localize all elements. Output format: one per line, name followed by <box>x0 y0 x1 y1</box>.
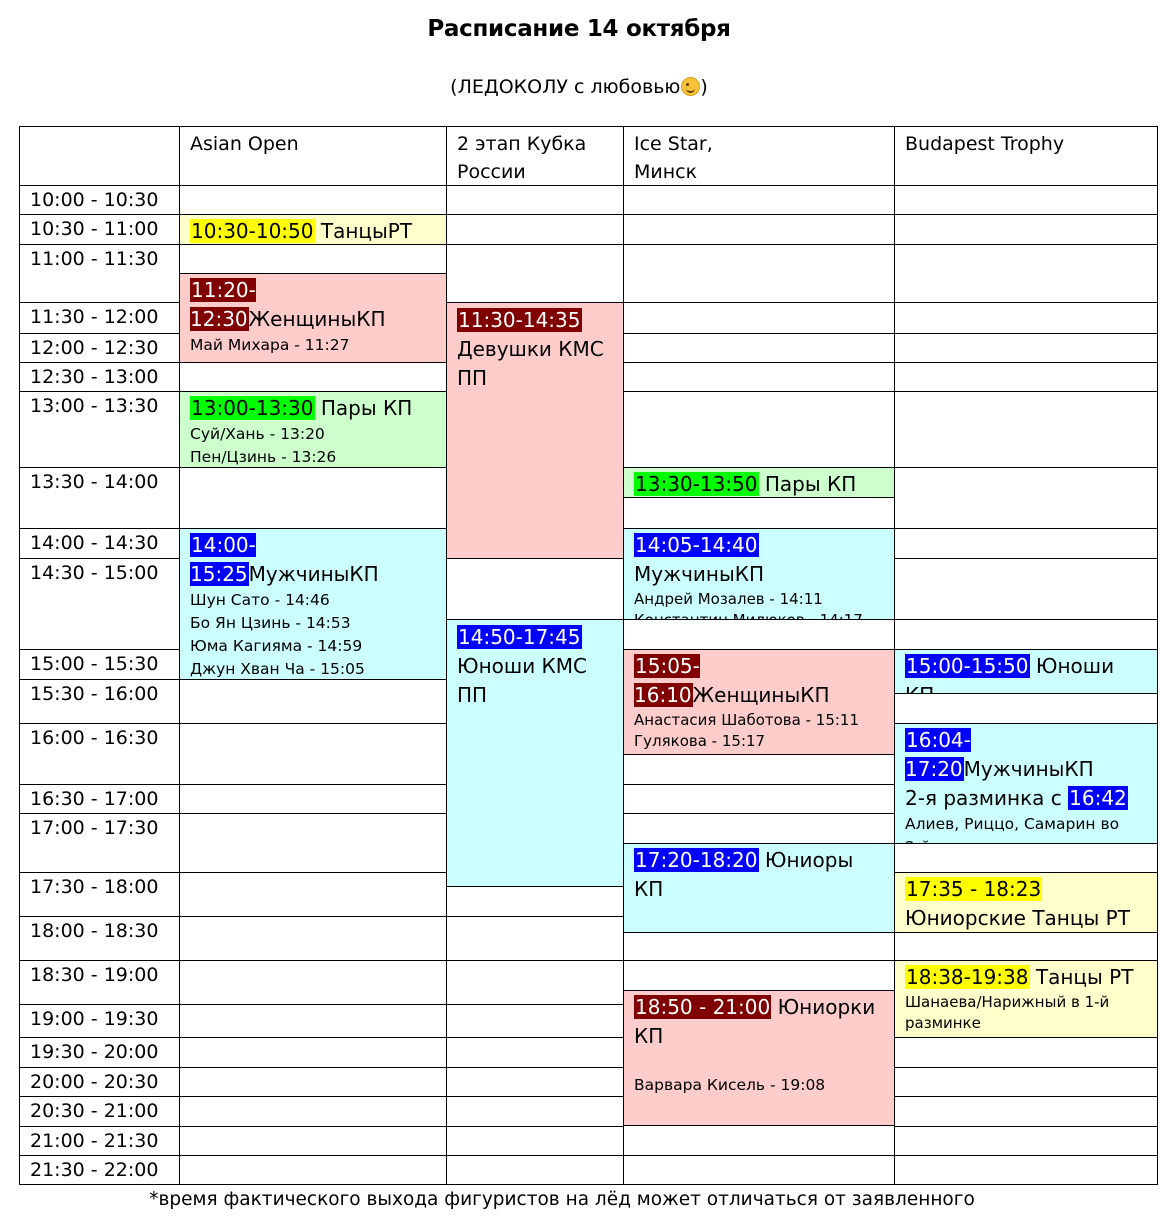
empty-cell <box>179 872 447 917</box>
text-line: ЖенщиныКП <box>692 683 830 707</box>
empty-cell <box>894 843 1158 873</box>
text-line: Шун Сато - 14:46 <box>190 591 330 609</box>
winking-smiley-icon <box>681 77 700 96</box>
event-rc-girls-fs <box>446 302 624 559</box>
event-bt-ice-dance <box>894 960 1158 1038</box>
time-slot: 11:30 - 12:00 <box>19 302 180 334</box>
time-slot: 12:00 - 12:30 <box>19 333 180 363</box>
text-line: ЖенщиныКП <box>248 307 386 331</box>
text-line: 11:30-14:35 <box>458 308 581 332</box>
text-line: Танцы РТ <box>1029 965 1134 989</box>
header-empty-cell <box>19 126 180 186</box>
text-line: Суй/Хань - 13:20 <box>190 425 325 443</box>
column-header-russian-cup <box>446 126 624 186</box>
empty-cell <box>179 1155 447 1185</box>
empty-cell <box>623 754 895 785</box>
empty-cell <box>623 784 895 814</box>
subtitle-text: (ЛЕДОКОЛУ с любовью <box>450 76 681 98</box>
text-line: Пен/Цзинь - 13:26 <box>190 448 337 466</box>
empty-cell <box>894 214 1158 245</box>
empty-cell <box>179 362 447 392</box>
text-line: Юниорские Танцы РТ <box>905 906 1130 930</box>
subtitle-end: ) <box>700 76 708 98</box>
text-line: 2-я разминка с <box>905 786 1069 810</box>
empty-cell <box>179 723 447 785</box>
time-slot: 20:00 - 20:30 <box>19 1067 180 1097</box>
empty-cell <box>179 813 447 873</box>
event-bt-boys-sp <box>894 649 1158 694</box>
text-line: 11:20-12:30 <box>190 278 256 331</box>
empty-cell <box>446 1037 624 1068</box>
text-line: МужчиныКП <box>634 562 765 586</box>
event-title-line <box>190 531 436 589</box>
event-title-line <box>457 623 613 652</box>
time-slot: 19:00 - 19:30 <box>19 1004 180 1038</box>
empty-cell <box>894 932 1158 961</box>
text-line: 14:05-14:40 <box>635 533 758 557</box>
empty-cell <box>623 932 895 961</box>
event-ao-pairs-sp <box>179 391 447 468</box>
empty-cell <box>894 1096 1158 1127</box>
empty-cell <box>179 916 447 961</box>
text-line: 14:00-15:25 <box>190 533 256 586</box>
text-line: 10:30-10:50 <box>191 219 314 243</box>
event-is-junior-women-sp <box>623 990 895 1126</box>
event-title-line <box>634 846 884 904</box>
text-line: Варвара Кисель - 19:08 <box>634 1076 826 1094</box>
event-is-juniors-sp <box>623 843 895 933</box>
text-line: Май Михара - 11:27 <box>190 336 350 354</box>
empty-cell <box>446 886 624 917</box>
event-bt-men-sp <box>894 723 1158 844</box>
empty-cell <box>179 679 447 724</box>
empty-cell <box>894 1126 1158 1156</box>
empty-cell <box>446 916 624 961</box>
text-line: Юниорки <box>771 995 876 1019</box>
time-slot: 15:00 - 15:30 <box>19 649 180 680</box>
event-bt-junior-ice-dance <box>894 872 1158 933</box>
time-slot: 14:30 - 15:00 <box>19 558 180 650</box>
empty-cell <box>446 1096 624 1127</box>
empty-cell <box>894 302 1158 334</box>
column-header-asian-open <box>179 126 447 186</box>
empty-cell <box>894 333 1158 363</box>
text-line: Пары КП <box>314 396 413 420</box>
empty-cell <box>446 1155 624 1185</box>
event-ao-men-sp <box>179 528 447 680</box>
text-line: ПП <box>457 683 488 707</box>
text-line: Минск <box>634 161 698 183</box>
empty-cell <box>446 1067 624 1097</box>
text-line: Джун Хван Ча - 15:05 <box>190 660 365 678</box>
empty-cell <box>446 960 624 1005</box>
empty-cell <box>446 244 624 303</box>
text-line: разминке <box>905 1014 981 1032</box>
text-line: 17:35 - 18:23 <box>906 877 1042 901</box>
empty-cell <box>446 1004 624 1038</box>
empty-cell <box>623 960 895 991</box>
empty-cell <box>623 185 895 215</box>
empty-cell <box>894 619 1158 650</box>
empty-cell <box>623 1155 895 1185</box>
text-line: КП <box>634 1024 664 1048</box>
empty-cell <box>623 302 895 334</box>
text-line: 17:20-18:20 <box>635 848 758 872</box>
empty-cell <box>894 391 1158 468</box>
event-title-line <box>634 993 884 1022</box>
text-line: Бо Ян Цзинь - 14:53 <box>190 614 351 632</box>
empty-cell <box>623 333 895 363</box>
empty-cell <box>623 391 895 468</box>
text-line: Юма Кагияма - 14:59 <box>190 637 363 655</box>
text-line: 18:38-19:38 <box>906 965 1029 989</box>
empty-cell <box>894 362 1158 392</box>
text-line: Шанаева/Нарижный в 1-й <box>905 993 1110 1011</box>
event-title-line <box>634 531 884 589</box>
text-line: 16:42 <box>1069 786 1127 810</box>
text-line: Анастасия Шаботова - 15:11 <box>634 711 860 729</box>
empty-cell <box>623 244 895 303</box>
text-line: России <box>457 161 526 183</box>
event-title-line <box>190 394 436 423</box>
empty-cell <box>623 214 895 245</box>
page-title: Расписание 14 октября <box>427 16 731 42</box>
empty-cell <box>623 497 895 529</box>
text-line: Андрей Мозалев - 14:11 <box>634 590 823 608</box>
time-slot: 20:30 - 21:00 <box>19 1096 180 1127</box>
empty-cell <box>446 558 624 620</box>
text-line: Гулякова - 15:17 <box>634 732 766 750</box>
event-title-line <box>634 652 884 710</box>
empty-cell <box>446 214 624 245</box>
event-title-line <box>457 306 613 335</box>
text-line: Ice Star, <box>634 133 713 155</box>
text-line: Asian Open <box>190 133 299 155</box>
empty-cell <box>179 244 447 274</box>
page-subtitle <box>0 76 1158 98</box>
text-line: 14:50-17:45 <box>458 625 581 649</box>
empty-cell <box>623 619 895 650</box>
time-slot: 13:30 - 14:00 <box>19 467 180 529</box>
empty-cell <box>446 1126 624 1156</box>
empty-cell <box>623 362 895 392</box>
time-slot: 10:30 - 11:00 <box>19 214 180 245</box>
empty-cell <box>894 1037 1158 1068</box>
empty-cell <box>894 1067 1158 1097</box>
time-slot: 21:00 - 21:30 <box>19 1126 180 1156</box>
text-line: 2 этап Кубка <box>457 133 587 155</box>
event-is-men-sp <box>623 528 895 620</box>
time-slot: 21:30 - 22:00 <box>19 1155 180 1185</box>
empty-cell <box>894 244 1158 303</box>
text-line: Юноши <box>1035 654 1115 678</box>
column-header-ice-star <box>623 126 895 186</box>
text-line: Юниоры КП <box>634 848 854 901</box>
empty-cell <box>894 467 1158 529</box>
text-line: 16:04-17:20 <box>905 728 971 781</box>
empty-cell <box>894 185 1158 215</box>
time-slot: 19:30 - 20:00 <box>19 1037 180 1068</box>
time-slot: 14:00 - 14:30 <box>19 528 180 559</box>
event-title-line <box>905 963 1147 992</box>
empty-cell <box>894 1155 1158 1185</box>
time-slot: 10:00 - 10:30 <box>19 185 180 215</box>
event-ao-women-sp <box>179 273 447 363</box>
text-line: Пары КП <box>758 472 857 496</box>
empty-cell <box>179 960 447 1005</box>
time-slot: 11:00 - 11:30 <box>19 244 180 303</box>
text-line: МужчиныКП <box>248 562 379 586</box>
text-line: Девушки КМС <box>457 337 604 361</box>
empty-cell <box>179 1096 447 1127</box>
event-title-line <box>634 470 884 499</box>
empty-cell <box>446 185 624 215</box>
time-slot: 15:30 - 16:00 <box>19 679 180 724</box>
time-slot: 18:00 - 18:30 <box>19 916 180 961</box>
event-is-pairs-sp <box>623 467 895 498</box>
column-header-budapest-trophy <box>894 126 1158 186</box>
empty-cell <box>179 185 447 215</box>
empty-cell <box>179 1067 447 1097</box>
time-slot: 18:30 - 19:00 <box>19 960 180 1005</box>
text-line: 13:30-13:50 <box>635 472 758 496</box>
text-line: МужчиныКП <box>963 757 1094 781</box>
text-line: 18:50 - 21:00 <box>635 995 771 1019</box>
empty-cell <box>179 1037 447 1068</box>
empty-cell <box>179 1004 447 1038</box>
event-title-line <box>905 875 1147 904</box>
time-slot: 16:00 - 16:30 <box>19 723 180 785</box>
event-rc-boys-fs <box>446 619 624 887</box>
empty-cell <box>179 1126 447 1156</box>
empty-cell <box>623 813 895 844</box>
empty-cell <box>894 528 1158 559</box>
text-line: Budapest Trophy <box>905 133 1065 155</box>
event-title-line <box>190 276 436 334</box>
footnote: *время фактического выхода фигуристов на лёд может отличаться от заявленного <box>149 1189 975 1210</box>
time-slot: 12:30 - 13:00 <box>19 362 180 392</box>
text-line: ПП <box>457 366 488 390</box>
time-slot: 17:00 - 17:30 <box>19 813 180 873</box>
event-title-line <box>905 726 1147 784</box>
empty-cell <box>894 558 1158 620</box>
text-line: Алиев, Риццо, Самарин во <box>905 815 1120 833</box>
empty-cell <box>179 467 447 529</box>
empty-cell <box>894 693 1158 724</box>
time-slot: 17:30 - 18:00 <box>19 872 180 917</box>
text-line: 15:00-15:50 <box>906 654 1029 678</box>
text-line: ТанцыРТ <box>314 219 413 243</box>
event-title-line <box>905 784 1147 813</box>
empty-cell <box>179 784 447 814</box>
text-line: Юноши КМС <box>457 654 587 678</box>
event-title-line <box>190 217 436 246</box>
time-slot: 16:30 - 17:00 <box>19 784 180 814</box>
event-ao-ice-dance <box>179 214 447 245</box>
empty-cell <box>623 1125 895 1156</box>
text-line: 15:05-16:10 <box>634 654 700 707</box>
text-line: 13:00-13:30 <box>191 396 314 420</box>
event-is-women-sp <box>623 649 895 755</box>
time-slot: 13:00 - 13:30 <box>19 391 180 468</box>
